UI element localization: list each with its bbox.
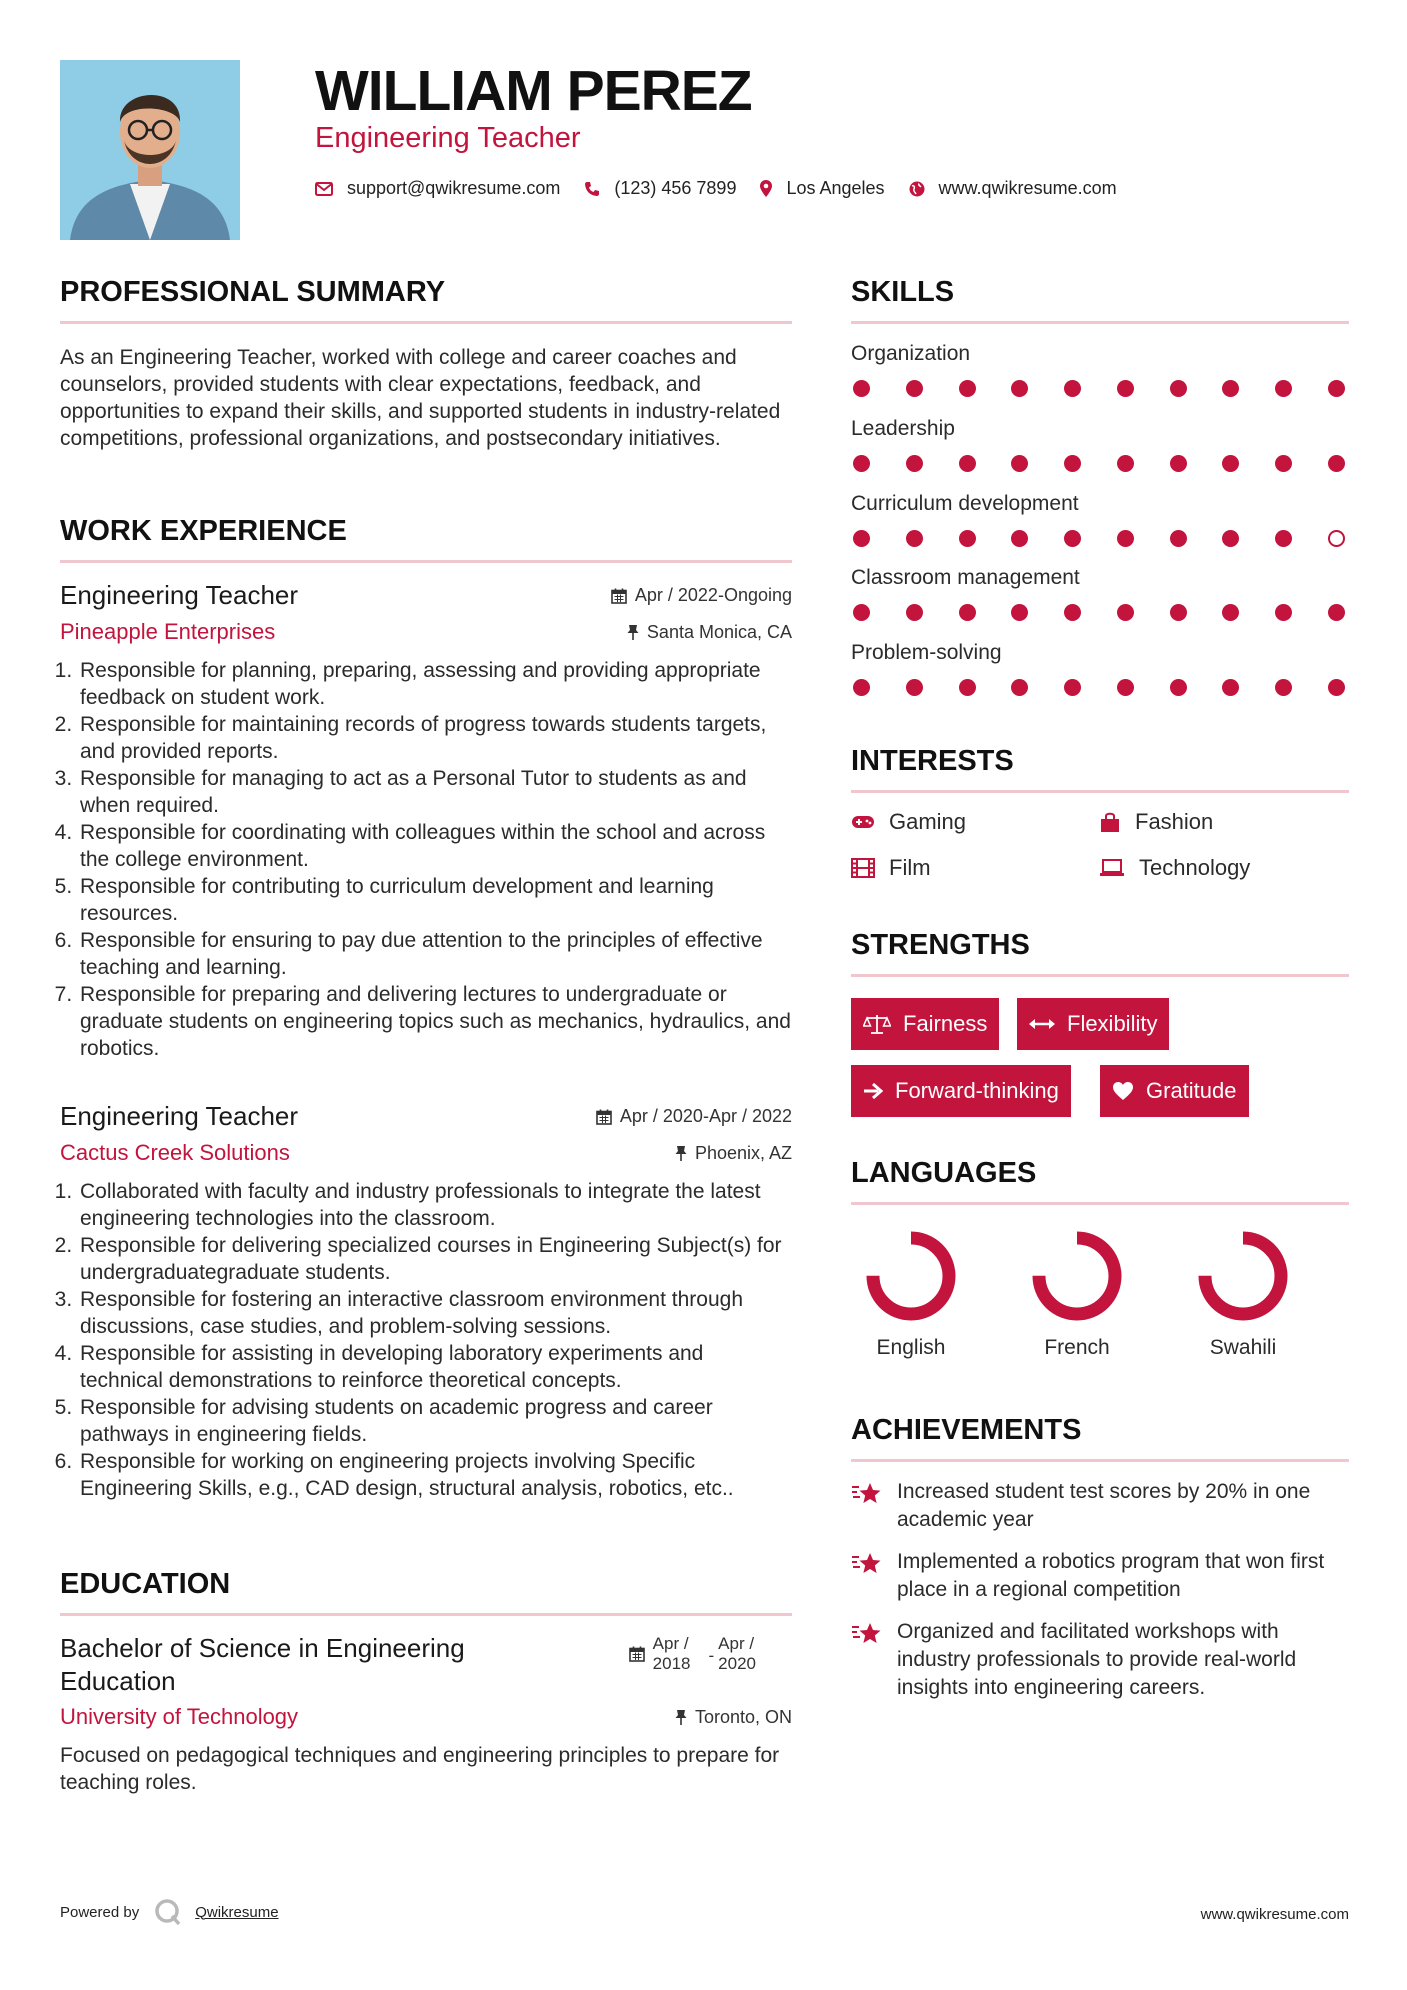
date-separator: - bbox=[708, 1646, 715, 1665]
interests-section bbox=[851, 745, 1349, 793]
start-month: Apr / bbox=[652, 1634, 689, 1653]
rating-dot-filled bbox=[906, 530, 923, 547]
job-location bbox=[675, 1143, 792, 1164]
contact-location bbox=[760, 178, 884, 199]
star-badge-icon bbox=[851, 1480, 883, 1508]
globe-icon bbox=[909, 181, 925, 197]
pushpin-icon bbox=[627, 624, 639, 640]
rating-dot-filled bbox=[853, 380, 870, 397]
star-badge-icon bbox=[851, 1620, 883, 1648]
section-divider bbox=[851, 1202, 1349, 1205]
section-divider bbox=[851, 1459, 1349, 1462]
strength-label: Forward-thinking bbox=[895, 1078, 1059, 1103]
skill-item bbox=[851, 342, 1349, 397]
job-dates bbox=[611, 585, 792, 606]
education-entry bbox=[60, 1632, 792, 1796]
job-location bbox=[627, 622, 792, 643]
rating-dot-filled bbox=[1117, 380, 1134, 397]
calendar-icon bbox=[611, 588, 627, 604]
section-divider bbox=[60, 560, 792, 563]
rating-dot-filled bbox=[906, 679, 923, 696]
education-location-text: Toronto, ON bbox=[694, 1706, 792, 1727]
section-divider bbox=[851, 321, 1349, 324]
rating-dot-filled bbox=[1222, 604, 1239, 621]
qwikresume-link[interactable]: Qwikresume bbox=[195, 1903, 279, 1921]
duty-item: 5. Responsible for contributing to curriculum development and learning resources. bbox=[78, 873, 792, 927]
duty-item: 3. Responsible for managing to act as a Personal Tutor to students as and when required. bbox=[78, 765, 792, 819]
end-year: 2020 bbox=[718, 1654, 756, 1673]
rating-dot-filled bbox=[1222, 679, 1239, 696]
rating-dot-filled bbox=[1064, 679, 1081, 696]
gamepad-icon bbox=[851, 814, 875, 830]
skill-name: Curriculum development bbox=[851, 492, 1079, 515]
achievement-item bbox=[851, 1548, 1349, 1604]
rating-dot-filled bbox=[959, 455, 976, 472]
rating-dot-filled bbox=[853, 604, 870, 621]
section-divider bbox=[60, 321, 792, 324]
rating-dot-filled bbox=[1064, 530, 1081, 547]
skill-name: Problem-solving bbox=[851, 641, 1002, 664]
duty-item: 1. Responsible for planning, preparing, assessing and providing appropriate feedback on student work. bbox=[78, 657, 792, 711]
job-dates-text: Apr / 2022-Ongoing bbox=[634, 585, 792, 605]
skill-item bbox=[851, 641, 1349, 696]
rating-dot-filled bbox=[853, 679, 870, 696]
achievement-item bbox=[851, 1478, 1349, 1534]
arrow-right-icon bbox=[863, 1082, 883, 1100]
end-month: Apr / bbox=[718, 1634, 755, 1653]
skill-rating bbox=[851, 530, 1349, 547]
email-text: support@qwikresume.com bbox=[347, 178, 561, 198]
language-gauge bbox=[861, 1226, 961, 1326]
interest-item bbox=[1099, 855, 1250, 881]
rating-dot-filled bbox=[1170, 380, 1187, 397]
interest-label: Film bbox=[889, 855, 931, 880]
envelope-icon bbox=[315, 182, 333, 196]
rating-dot-filled bbox=[906, 380, 923, 397]
profile-photo bbox=[60, 60, 240, 240]
language-gauge-arc bbox=[1205, 1238, 1281, 1314]
star-badge-icon bbox=[851, 1550, 883, 1578]
profile-photo-illustration bbox=[60, 60, 240, 240]
rating-dot-filled bbox=[1117, 604, 1134, 621]
candidate-title: Engineering Teacher bbox=[315, 122, 581, 154]
language-gauge bbox=[1027, 1226, 1127, 1326]
contact-bar bbox=[315, 178, 1141, 199]
laptop-icon bbox=[1099, 859, 1125, 877]
start-year: 2018 bbox=[652, 1654, 691, 1673]
languages-section bbox=[851, 1157, 1349, 1205]
rating-dot-filled bbox=[1275, 380, 1292, 397]
achievement-item bbox=[851, 1618, 1349, 1702]
language-gauge-arc bbox=[873, 1238, 949, 1314]
languages-heading: LANGUAGES bbox=[851, 1157, 1037, 1189]
powered-by-label: Powered by bbox=[60, 1903, 140, 1921]
education-section bbox=[60, 1568, 792, 1616]
contact-email[interactable] bbox=[315, 178, 560, 199]
skill-name: Leadership bbox=[851, 417, 955, 440]
education-heading: EDUCATION bbox=[60, 1568, 231, 1600]
interests-heading: INTERESTS bbox=[851, 745, 1014, 777]
achievement-text: Increased student test scores by 20% in one academic year bbox=[897, 1480, 1311, 1531]
calendar-icon bbox=[596, 1109, 612, 1125]
rating-dot-filled bbox=[1170, 604, 1187, 621]
rating-dot-filled bbox=[853, 455, 870, 472]
rating-dot-empty bbox=[1328, 530, 1345, 547]
skills-heading: SKILLS bbox=[851, 276, 955, 308]
rating-dot-filled bbox=[1011, 679, 1028, 696]
qwikresume-logo-icon bbox=[153, 1897, 183, 1927]
job-entry-1 bbox=[60, 580, 792, 1062]
rating-dot-filled bbox=[1117, 679, 1134, 696]
interest-label: Fashion bbox=[1135, 809, 1214, 834]
job-company: Pineapple Enterprises bbox=[60, 619, 276, 644]
language-item bbox=[1017, 1226, 1137, 1360]
rating-dot-filled bbox=[1328, 455, 1345, 472]
strength-label: Gratitude bbox=[1146, 1078, 1237, 1103]
education-description: Focused on pedagogical techniques and engineering principles to prepare for teaching roles. bbox=[60, 1744, 780, 1794]
rating-dot-filled bbox=[1064, 380, 1081, 397]
strength-badge bbox=[1100, 1065, 1249, 1117]
rating-dot-filled bbox=[906, 604, 923, 621]
rating-dot-filled bbox=[1064, 604, 1081, 621]
rating-dot-filled bbox=[1275, 455, 1292, 472]
experience-section bbox=[60, 515, 792, 563]
education-dates bbox=[629, 1634, 756, 1698]
skill-item bbox=[851, 417, 1349, 472]
calendar-icon bbox=[629, 1646, 645, 1662]
duty-item: 1. Collaborated with faculty and industry professionals to integrate the latest engineering technologies into the classroom. bbox=[78, 1178, 792, 1232]
strength-badge bbox=[851, 1065, 1071, 1117]
skill-rating bbox=[851, 604, 1349, 621]
job-duties-list bbox=[60, 657, 792, 1062]
rating-dot-filled bbox=[1170, 455, 1187, 472]
language-gauge bbox=[1193, 1226, 1293, 1326]
duty-item: 5. Responsible for advising students on academic progress and career pathways in engineering fields. bbox=[78, 1394, 792, 1448]
section-divider bbox=[851, 974, 1349, 977]
language-name: French bbox=[1044, 1336, 1110, 1359]
rating-dot-filled bbox=[1222, 530, 1239, 547]
education-location bbox=[675, 1707, 792, 1728]
rating-dot-filled bbox=[1117, 530, 1134, 547]
duty-item: 4. Responsible for coordinating with colleagues within the school and across the college environment. bbox=[78, 819, 792, 873]
rating-dot-filled bbox=[1275, 530, 1292, 547]
skill-rating bbox=[851, 380, 1349, 397]
job-dates-text: Apr / 2020-Apr / 2022 bbox=[619, 1106, 792, 1126]
heart-icon bbox=[1112, 1081, 1134, 1101]
achievement-text: Implemented a robotics program that won first place in a regional competition bbox=[897, 1550, 1325, 1601]
interest-item bbox=[851, 809, 966, 835]
interest-label: Gaming bbox=[889, 809, 967, 834]
duty-item: 3. Responsible for fostering an interactive classroom environment through discussions, case studies, and problem-solving sessions. bbox=[78, 1286, 792, 1340]
language-item bbox=[851, 1226, 971, 1360]
duty-item: 7. Responsible for preparing and delivering lectures to undergraduate or graduate students on engineering topics such as mechanics, hydraulics, and robotics. bbox=[78, 981, 792, 1062]
strength-label: Fairness bbox=[903, 1011, 988, 1036]
job-duties-list bbox=[60, 1178, 792, 1502]
duty-item: 2. Responsible for delivering specialized courses in Engineering Subject(s) for undergraduategraduate students. bbox=[78, 1232, 792, 1286]
rating-dot-filled bbox=[1328, 679, 1345, 696]
section-divider bbox=[851, 790, 1349, 793]
rating-dot-filled bbox=[1117, 455, 1134, 472]
job-dates bbox=[596, 1106, 792, 1127]
rating-dot-filled bbox=[1328, 604, 1345, 621]
language-gauge-arc bbox=[1039, 1238, 1115, 1314]
footer-website[interactable]: www.qwikresume.com bbox=[1200, 1906, 1349, 1923]
shopping-bag-icon bbox=[1099, 811, 1121, 833]
degree-name bbox=[60, 1632, 465, 1698]
job-title: Engineering Teacher bbox=[60, 1101, 299, 1131]
rating-dot-filled bbox=[1064, 455, 1081, 472]
contact-website[interactable] bbox=[909, 178, 1117, 199]
skill-rating bbox=[851, 455, 1349, 472]
duty-item: 6. Responsible for working on engineering projects involving Specific Engineering Skills, e.g., CAD design, structural analysis, robotics, etc.. bbox=[78, 1448, 792, 1502]
experience-heading: WORK EXPERIENCE bbox=[60, 515, 347, 547]
job-location-text: Santa Monica, CA bbox=[646, 621, 792, 642]
summary-section bbox=[60, 276, 792, 452]
section-divider bbox=[60, 1613, 792, 1616]
location-text: Los Angeles bbox=[786, 178, 885, 198]
rating-dot-filled bbox=[1170, 530, 1187, 547]
rating-dot-filled bbox=[959, 679, 976, 696]
duty-item: 6. Responsible for ensuring to pay due attention to the principles of effective teaching and learning. bbox=[78, 927, 792, 981]
website-text: www.qwikresume.com bbox=[938, 178, 1117, 198]
rating-dot-filled bbox=[853, 530, 870, 547]
pushpin-icon bbox=[675, 1709, 687, 1725]
rating-dot-filled bbox=[1222, 455, 1239, 472]
job-company: Cactus Creek Solutions bbox=[60, 1140, 290, 1165]
duty-item: 2. Responsible for maintaining records of progress towards students targets, and provided reports. bbox=[78, 711, 792, 765]
rating-dot-filled bbox=[959, 380, 976, 397]
contact-phone[interactable] bbox=[584, 178, 736, 199]
phone-text: (123) 456 7899 bbox=[614, 178, 737, 198]
achievement-text: Organized and facilitated workshops with industry professionals to provide real-world insights into engineering careers. bbox=[897, 1620, 1297, 1699]
skill-name: Classroom management bbox=[851, 566, 1080, 589]
strength-badge bbox=[1017, 998, 1169, 1050]
film-icon bbox=[851, 858, 875, 878]
school-name: University of Technology bbox=[60, 1704, 299, 1729]
rating-dot-filled bbox=[1222, 380, 1239, 397]
rating-dot-filled bbox=[1170, 679, 1187, 696]
rating-dot-filled bbox=[959, 530, 976, 547]
interest-item bbox=[1099, 809, 1213, 835]
summary-text: As an Engineering Teacher, worked with college and career coaches and counselors, provided students with clear expectations, feedback, and opportunities to expand their skills, and supported students in industry-related competitions, professional organizations, and postsecondary initiatives. bbox=[60, 346, 781, 450]
achievements-heading: ACHIEVEMENTS bbox=[851, 1414, 1082, 1446]
map-marker-icon bbox=[760, 180, 772, 197]
language-item bbox=[1183, 1226, 1303, 1360]
skills-section bbox=[851, 276, 1349, 324]
rating-dot-filled bbox=[1275, 679, 1292, 696]
job-entry-2 bbox=[60, 1101, 792, 1502]
strength-badge bbox=[851, 998, 999, 1050]
skill-item bbox=[851, 566, 1349, 621]
balance-scale-icon bbox=[863, 1013, 891, 1035]
arrows-horizontal-icon bbox=[1029, 1018, 1055, 1030]
strengths-heading: STRENGTHS bbox=[851, 929, 1030, 961]
achievements-section bbox=[851, 1414, 1349, 1462]
degree-line-2: Education bbox=[60, 1666, 176, 1696]
rating-dot-filled bbox=[1011, 530, 1028, 547]
summary-heading: PROFESSIONAL SUMMARY bbox=[60, 276, 446, 308]
skill-rating bbox=[851, 679, 1349, 696]
rating-dot-filled bbox=[906, 455, 923, 472]
language-name: English bbox=[876, 1336, 946, 1359]
phone-icon bbox=[584, 181, 600, 197]
strength-label: Flexibility bbox=[1067, 1011, 1158, 1036]
candidate-name: WILLIAM PEREZ bbox=[315, 59, 752, 123]
rating-dot-filled bbox=[1011, 455, 1028, 472]
interest-label: Technology bbox=[1139, 855, 1251, 880]
job-location-text: Phoenix, AZ bbox=[694, 1142, 792, 1163]
rating-dot-filled bbox=[1011, 604, 1028, 621]
rating-dot-filled bbox=[959, 604, 976, 621]
footer-branding bbox=[60, 1897, 279, 1927]
interest-item bbox=[851, 855, 931, 881]
skill-name: Organization bbox=[851, 342, 971, 365]
rating-dot-filled bbox=[1328, 380, 1345, 397]
skill-item bbox=[851, 492, 1349, 547]
job-title: Engineering Teacher bbox=[60, 580, 299, 610]
strengths-section bbox=[851, 929, 1349, 977]
duty-item: 4. Responsible for assisting in developing laboratory experiments and technical demonstrations to reinforce theoretical concepts. bbox=[78, 1340, 792, 1394]
rating-dot-filled bbox=[1275, 604, 1292, 621]
rating-dot-filled bbox=[1011, 380, 1028, 397]
degree-line-1: Bachelor of Science in Engineering bbox=[60, 1633, 465, 1663]
language-name: Swahili bbox=[1209, 1336, 1277, 1359]
pushpin-icon bbox=[675, 1145, 687, 1161]
